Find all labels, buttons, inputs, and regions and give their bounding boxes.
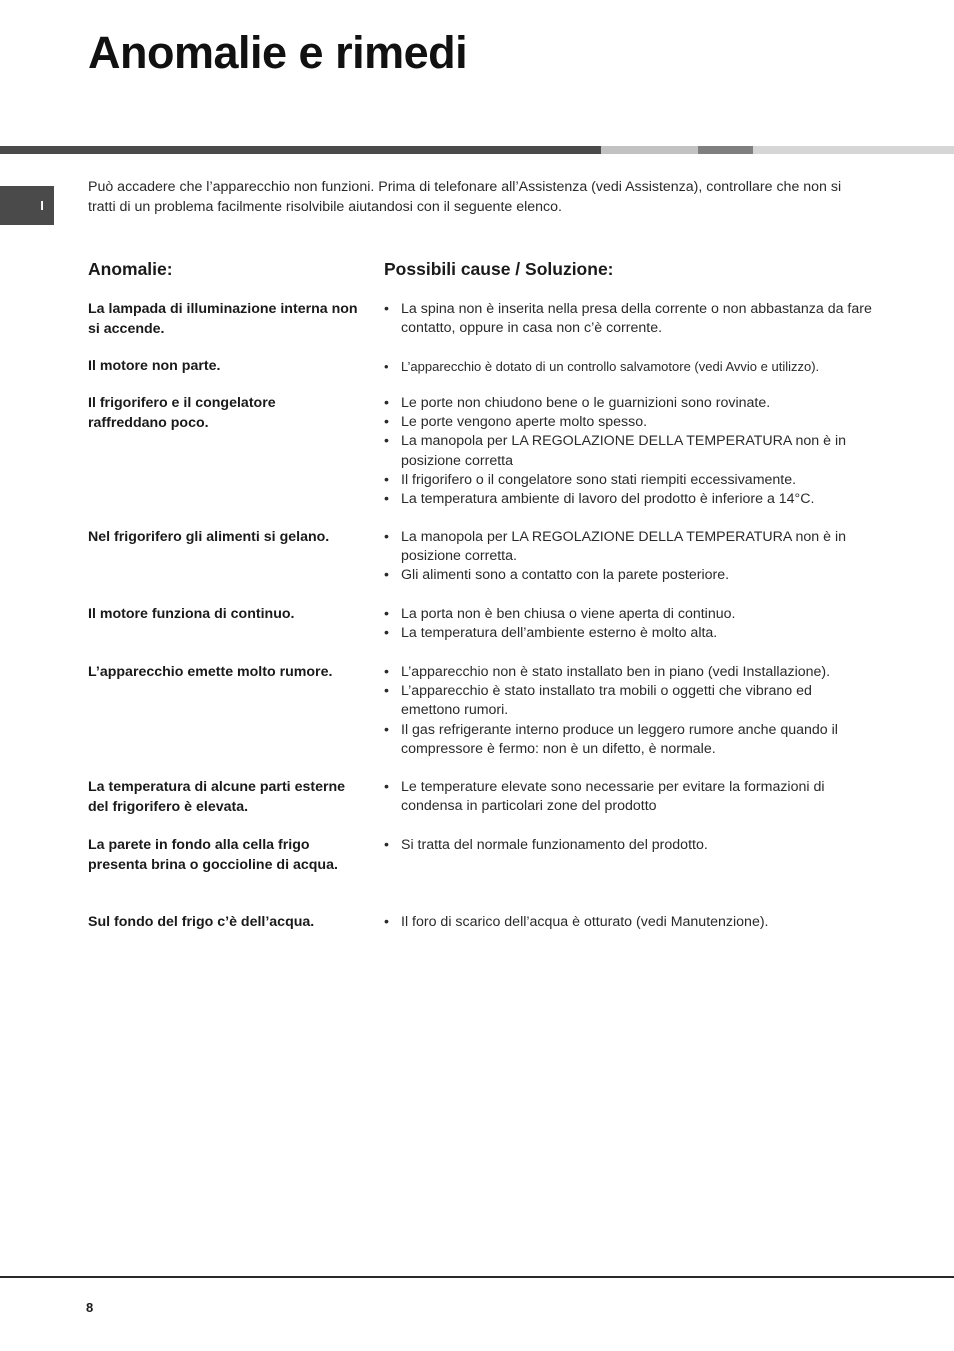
bullet-icon: •	[384, 414, 389, 431]
header-bar-pale	[753, 146, 954, 154]
list-item: • La temperatura ambiente di lavoro del prodotto è inferiore a 14°C.	[384, 490, 874, 509]
list-item: • La manopola per LA REGOLAZIONE DELLA TEMPERATURA non è in posizione corretta.	[384, 529, 847, 565]
bullet-icon: •	[384, 491, 389, 508]
page-number: 8	[86, 1300, 94, 1315]
list-item: • La spina non è inserita nella presa della corrente o non abbastanza da fare contatto, oppure in casa non c’è corrente.	[384, 301, 872, 337]
anomaly-label: La temperatura di alcune parti esterne del frigorifero è elevata.	[88, 779, 346, 815]
bullet-icon: •	[384, 395, 389, 411]
causes-list	[384, 394, 874, 509]
list-item: • Le porte non chiudono bene o le guarnizioni sono rovinate.	[384, 394, 874, 413]
causes-list	[384, 300, 874, 338]
anomaly-label: Nel frigorifero gli alimenti si gelano.	[88, 529, 330, 545]
bullet-icon: •	[384, 301, 389, 317]
anomalies-heading: Anomalie:	[88, 259, 173, 279]
bullet-icon: •	[384, 683, 389, 700]
anomaly-label: La lampada di illuminazione interna non si accende.	[88, 301, 358, 337]
bullet-icon: •	[384, 359, 389, 374]
intro-paragraph: Può accadere che l’apparecchio non funzioni. Prima di telefonare all’Assistenza (vedi Assistenza), controllare che non si tratti di un problema facilmente risolvibile aiutandosi con il seguente elenco.	[88, 179, 842, 215]
list-item: • L’apparecchio è stato installato tra mobili o oggetti che vibrano ed emettono rumori.	[384, 683, 812, 719]
list-item: • Il frigorifero o il congelatore sono stati riempiti eccessivamente.	[384, 471, 874, 490]
header-bar-light	[601, 146, 698, 154]
anomaly-label: L’apparecchio emette molto rumore.	[88, 664, 333, 680]
causes-list	[384, 778, 874, 816]
list-item: • Il foro di scarico dell’acqua è otturato (vedi Manutenzione).	[384, 913, 874, 932]
causes-list	[384, 605, 874, 643]
bullet-icon: •	[384, 529, 389, 545]
bullet-icon: •	[384, 606, 389, 622]
bullet-icon: •	[384, 837, 389, 853]
bullet-icon: •	[384, 625, 389, 642]
bullet-icon: •	[384, 471, 389, 488]
bullet-icon: •	[384, 914, 389, 930]
footer-divider	[0, 1276, 954, 1278]
list-item: • Le porte vengono aperte molto spesso.	[384, 413, 874, 432]
causes-list	[384, 528, 874, 586]
bullet-icon: •	[384, 664, 389, 680]
anomaly-label: Il motore non parte.	[88, 358, 221, 374]
header-bar-mid	[698, 146, 753, 154]
bullet-icon: •	[384, 567, 389, 584]
language-tab-label: I	[40, 198, 44, 213]
causes-list	[384, 913, 874, 932]
header-bar-dark	[0, 146, 601, 154]
list-item: • Si tratta del normale funzionamento del prodotto.	[384, 836, 874, 855]
list-item: • L’apparecchio è dotato di un controllo salvamotore (vedi Avvio e utilizzo).	[384, 357, 874, 376]
causes-heading: Possibili cause / Soluzione:	[384, 259, 614, 279]
causes-list	[384, 663, 874, 759]
list-item: • La manopola per LA REGOLAZIONE DELLA TEMPERATURA non è in posizione corretta	[384, 433, 847, 469]
list-item: • La porta non è ben chiusa o viene aperta di continuo.	[384, 605, 874, 624]
list-item: • Le temperature elevate sono necessarie per evitare la formazioni di condensa in particolari zone del prodotto	[384, 779, 825, 815]
bullet-icon: •	[384, 433, 389, 450]
anomaly-label: Sul fondo del frigo c’è dell’acqua.	[88, 914, 315, 930]
bullet-icon: •	[384, 721, 389, 738]
language-tab	[0, 186, 54, 225]
list-item: • La temperatura dell’ambiente esterno è molto alta.	[384, 624, 874, 643]
anomaly-label: Il motore funziona di continuo.	[88, 606, 295, 622]
list-item: • Gli alimenti sono a contatto con la parete posteriore.	[384, 566, 874, 585]
anomaly-label: La parete in fondo alla cella frigo presenta brina o goccioline di acqua.	[88, 837, 338, 873]
causes-list	[384, 836, 874, 855]
list-item: • L’apparecchio non è stato installato ben in piano (vedi Installazione).	[384, 663, 874, 682]
causes-list	[384, 357, 874, 376]
anomaly-label: Il frigorifero e il congelatore raffreddano poco.	[88, 395, 276, 431]
list-item: • Il gas refrigerante interno produce un leggero rumore anche quando il compressore è fermo: non è un difetto, è normale.	[384, 721, 838, 757]
bullet-icon: •	[384, 779, 389, 795]
page-title: Anomalie e rimedi	[88, 27, 468, 78]
